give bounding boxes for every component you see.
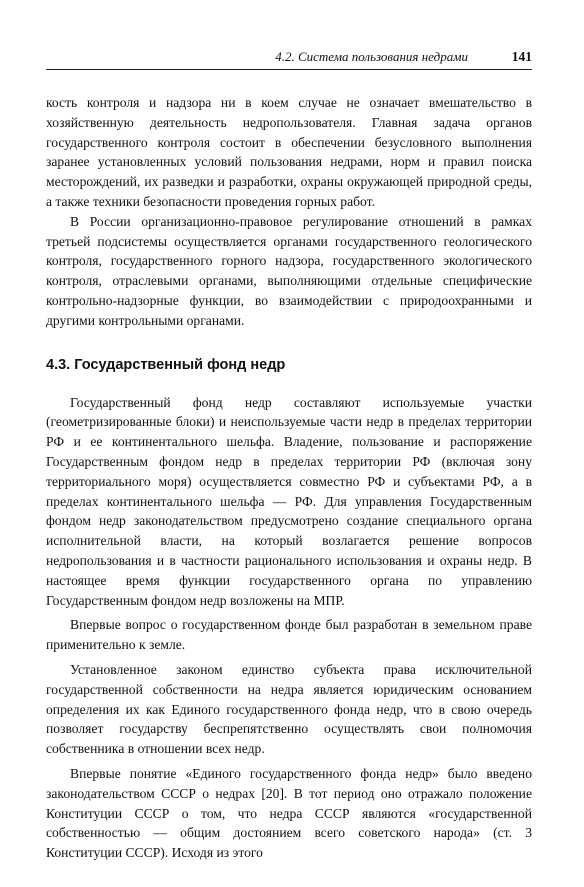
body-text (46, 93, 532, 863)
paragraph: Государственный фонд недр составляют используемые участки (геометризированные блоки) и неиспользуемые части недр в пределах территории РФ и ее континентального шельфа. Владение, пользование и распоряжение Государственным фондом недр в пределах территории РФ (включая зону территориального моря) осуществляется совместно РФ и субъектами РФ, а в пределах континентального шельфа — РФ. Для управления Государственным фондом недр законодательством предусмотрено создание специального органа исполнительной власти, на который возлагается решение вопросов недропользования и в частности рационального использования и охраны недр. В настоящее время функции государственного органа по управлению Государственным фондом недр возложены на МПР. (46, 394, 532, 608)
paragraph: Установленное законом единство субъекта права исключительной государственной собственности на недра является юридическим основанием определения их как Единого государственного фонда недр, что в свою очередь позволяет государству беспрепятственно осуществлять свои полномочия собственника в отношении всех недр. (46, 661, 532, 757)
header-rule (46, 69, 532, 70)
paragraph: Впервые понятие «Единого государственного фонда недр» было введено законодательством СССР о недрах [20]. В тот период оно отражало положение Конституции СССР о том, что недра СССР являются «государственной собственностью — общим достоянием всего советского народа» (ст. 3 Конституции СССР). Исходя из этого (46, 765, 532, 861)
page-number: 141 (511, 49, 532, 64)
running-title: 4.2. Система пользования недрами (275, 49, 468, 64)
running-head (46, 48, 532, 70)
paragraph-continuation: кость контроля и надзора ни в коем случае не означает вмешательство в хозяйственную деятельность недропользователя. Главная задача органов государственного контроля состоит в обеспечении безусловного выполнения заранее установленных условий пользования недрами, норм и правил поиска месторождений, их разведки и разработки, охраны окружающей природной среды, а также техники безопасности проведения горных работ. (46, 95, 532, 209)
paragraph: В России организационно-правовое регулирование отношений в рамках третьей подсистемы осуществляется органами государственного геологического контроля, государственного горного надзора, государственного экологического контроля, отраслевыми органами, выполняющими отдельные специфические контрольно-надзорные функции, во взаимодействии с природоохранными и другими контрольными органами. (46, 213, 532, 328)
section-heading: 4.3. Государственный фонд недр (46, 356, 286, 373)
paragraph: Впервые вопрос о государственном фонде был разработан в земельном праве применительно к земле. (46, 617, 532, 653)
